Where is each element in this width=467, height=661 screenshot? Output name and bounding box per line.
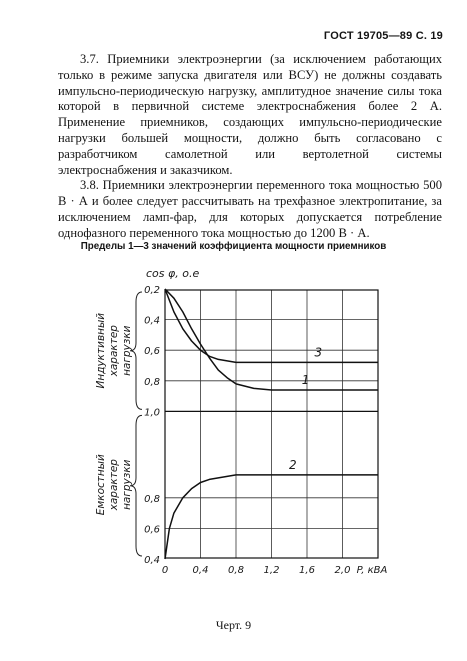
y-tick-label: 1,0 bbox=[144, 407, 160, 419]
y-tick-label: 0,4 bbox=[144, 555, 160, 566]
capacitive-region-label: характер bbox=[108, 459, 120, 511]
paragraph-3-7: 3.7. Приемники электроэнергии (за исключением работающих только в режиме запуска двигателя или ВСУ) не должны создавать импульсно-периодическую нагрузку, амплитудное значение силы тока которой в первичной системе электроснабжения более 2 А. Применение приемников, создающих импульсно-периодические нагрузки большей мощности, должно быть согласовано с разработчиком самолетной или вертолетной системы электроснабжения и заказчиком. bbox=[58, 52, 442, 177]
x-tick-label: 0 bbox=[161, 565, 169, 576]
y-tick-label: 0,2 bbox=[144, 285, 160, 296]
y-tick-label: 0,8 bbox=[144, 493, 160, 505]
x-tick-label: 1,6 bbox=[299, 565, 315, 576]
figure-caption: Пределы 1—3 значений коэффициента мощности приемников bbox=[80, 241, 387, 252]
inductive-region-label: Индуктивный bbox=[95, 312, 107, 389]
y-tick-label: 0,6 bbox=[144, 346, 160, 358]
page-header: ГОСТ 19705—89 С. 19 bbox=[323, 30, 443, 42]
x-axis-label: P, кВА bbox=[356, 565, 388, 576]
x-tick-label: 1,2 bbox=[263, 565, 280, 576]
y-tick-label: 0,4 bbox=[144, 315, 160, 327]
inductive-region-label: нагрузки bbox=[121, 325, 133, 376]
y-tick-label: 0,8 bbox=[144, 376, 160, 388]
series-label-2: 2 bbox=[288, 457, 297, 472]
capacitive-region-label: Емкостный bbox=[95, 454, 107, 516]
capacitive-region-label: нагрузки bbox=[121, 459, 133, 510]
x-tick-label: 0,8 bbox=[228, 565, 244, 576]
x-tick-label: 2,0 bbox=[334, 565, 351, 576]
figure-number: Черт. 9 bbox=[215, 618, 252, 632]
y-tick-label: 0,6 bbox=[144, 524, 160, 536]
x-tick-label: 0,4 bbox=[192, 565, 209, 576]
inductive-region-label: характер bbox=[108, 325, 120, 377]
series-label-1: 1 bbox=[301, 372, 310, 387]
series-label-3: 3 bbox=[314, 345, 323, 360]
paragraph-3-8: 3.8. Приемники электроэнергии переменного тока мощностью 500 В · А и более следует рассчитывать на трехфазное электропитание, за исключением ламп-фар, для которых допускается потребление однофазного переменного тока мощностью до 1200 В · А. bbox=[58, 178, 442, 240]
y-axis-label: cos φ, о.е bbox=[146, 267, 200, 280]
